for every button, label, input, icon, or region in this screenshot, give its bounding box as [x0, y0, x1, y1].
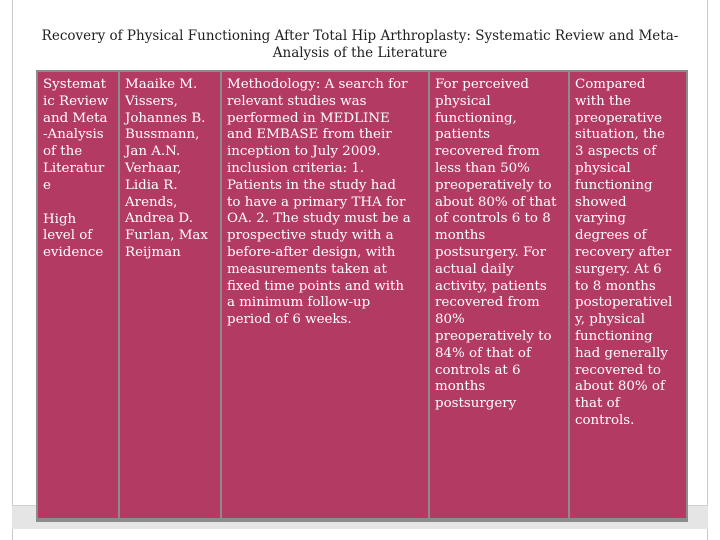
methodology-line: before-after design, with: [227, 244, 396, 260]
results-line: activity, patients: [435, 278, 547, 294]
results-line: postsurgery. For: [435, 244, 547, 260]
author-line: Lidia R.: [125, 177, 178, 193]
results-line: 84% of that of: [435, 345, 531, 361]
conclusion-line: degrees of: [575, 228, 647, 244]
conclusion-line: to 8 months: [575, 278, 656, 294]
conclusion-line: varying: [575, 211, 626, 227]
author-line: Reijman: [125, 244, 181, 260]
conclusion-line: surgery. At 6: [575, 261, 662, 277]
cell-methodology: [222, 72, 428, 518]
results-line: physical: [435, 93, 491, 109]
methodology-line: inception to July 2009.: [227, 144, 381, 160]
conclusion-line: recovery after: [575, 244, 672, 260]
study-type-line: Literatur: [43, 160, 105, 176]
author-line: Johannes B.: [125, 110, 206, 126]
methodology-line: OA. 2. The study must be a: [227, 211, 411, 227]
conclusion-line: y, physical: [575, 312, 645, 328]
author-line: Maaike M.: [125, 77, 198, 92]
evidence-level-line: evidence: [43, 245, 104, 261]
conclusion-line: controls.: [575, 412, 635, 428]
cell-authors: [120, 72, 220, 518]
methodology-line: inclusion criteria: 1.: [227, 160, 365, 176]
left-rule: [12, 0, 13, 540]
results-line: less than 50%: [435, 160, 530, 176]
title-line-1: Recovery of Physical Functioning After Total Hip Arthroplasty: Systematic Review and Meta-: [41, 28, 679, 44]
conclusion-line: 3 aspects of: [575, 144, 657, 160]
conclusion-line: with the: [575, 93, 631, 109]
right-rule: [707, 0, 708, 540]
conclusion-line: functioning: [575, 328, 653, 344]
study-type-line: and Meta: [43, 110, 108, 126]
results-line: about 80% of that: [435, 194, 557, 210]
evidence-level-line: level of: [43, 228, 93, 244]
methodology-line: a minimum follow-up: [227, 295, 371, 311]
methodology-line: relevant studies was: [227, 93, 367, 109]
results-line: patients: [435, 127, 491, 143]
methodology-line: Patients in the study had: [227, 177, 396, 193]
conclusion-line: showed: [575, 194, 627, 210]
results-line: months: [435, 379, 486, 395]
study-table: [36, 70, 688, 522]
conclusion-line: preoperative: [575, 110, 662, 126]
author-line: Bussmann,: [125, 127, 200, 143]
results-line: controls at 6: [435, 362, 521, 378]
conclusion-line: physical: [575, 160, 631, 176]
results-line: 80%: [435, 312, 465, 328]
methodology-line: to have a primary THA for: [227, 194, 406, 210]
author-line: Arends,: [125, 194, 178, 210]
conclusion-line: Compared: [575, 77, 646, 92]
results-line: actual daily: [435, 261, 514, 277]
results-line: recovered from: [435, 144, 540, 160]
results-line: months: [435, 228, 486, 244]
title-line-2: Analysis of the Literature: [272, 45, 448, 61]
spacer: [43, 195, 118, 212]
conclusion-line: situation, the: [575, 127, 665, 143]
study-type-line: e: [43, 177, 51, 193]
author-line: Furlan, Max: [125, 228, 208, 244]
cell-results: [430, 72, 568, 518]
evidence-level-line: High: [43, 211, 77, 227]
results-line: postsurgery: [435, 396, 517, 412]
author-line: Vissers,: [125, 93, 178, 109]
results-line: For perceived: [435, 77, 529, 92]
conclusion-line: had generally: [575, 345, 668, 361]
study-type-line: Systemat: [43, 77, 106, 92]
results-line: preoperatively to: [435, 328, 552, 344]
study-type-line: -Analysis: [43, 127, 104, 143]
author-line: Jan A.N.: [125, 144, 181, 160]
study-type-line: ic Review: [43, 93, 109, 109]
cell-conclusion: [570, 72, 686, 518]
author-line: Verhaar,: [125, 160, 182, 176]
methodology-line: Methodology: A search for: [227, 77, 408, 92]
slide-title: [40, 28, 680, 62]
conclusion-line: postoperativel: [575, 295, 673, 311]
results-line: recovered from: [435, 295, 540, 311]
methodology-line: measurements taken at: [227, 261, 387, 277]
conclusion-line: about 80% of: [575, 379, 665, 395]
results-line: preoperatively to: [435, 177, 552, 193]
methodology-line: fixed time points and with: [227, 278, 405, 294]
conclusion-line: that of: [575, 396, 620, 412]
results-line: of controls 6 to 8: [435, 211, 551, 227]
results-line: functioning,: [435, 110, 517, 126]
cell-study-type: [38, 72, 118, 518]
methodology-line: and EMBASE from their: [227, 127, 392, 143]
author-line: Andrea D.: [125, 211, 193, 227]
methodology-line: performed in MEDLINE: [227, 110, 390, 126]
conclusion-line: recovered to: [575, 362, 661, 378]
methodology-line: prospective study with a: [227, 228, 394, 244]
methodology-line: period of 6 weeks.: [227, 312, 352, 328]
study-type-line: of the: [43, 144, 83, 160]
conclusion-line: functioning: [575, 177, 653, 193]
